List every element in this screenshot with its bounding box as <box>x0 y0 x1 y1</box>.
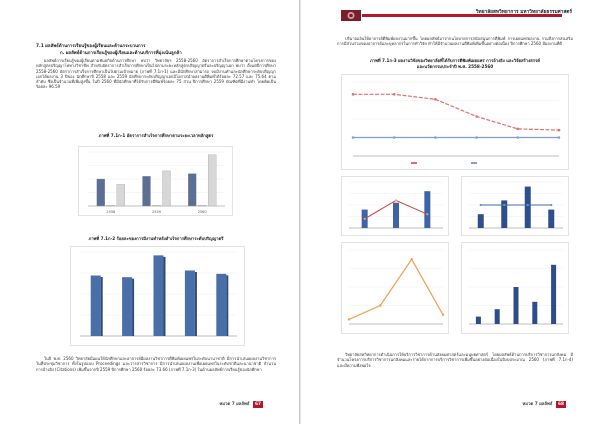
bar-e <box>551 265 556 324</box>
college-logo-icon <box>341 10 361 21</box>
right-paragraph-2: วิทยาลัยสหวิทยาการดำเนินการให้บริการวิชาการด้านสังคมศาสตร์และมนุษยศาสตร์ โดยผลลัพธ์ด้านการบริการวิชาการแก่สังคม มีจำนวนโครงการบริการวิชาการแก่สังคมและรายได้จากการบริการวิชาการเพิ่มขึ้นอย่างต่อเนื่องในปีงบประมาณ 2560 (ภาพที่ 7.1ก-4) และมีความพึงพอใจ <box>337 352 573 368</box>
legend-swatch-1 <box>471 162 477 164</box>
point-1-2 <box>434 136 437 139</box>
bar-2558 <box>478 214 484 228</box>
bar-2558-2 <box>117 184 125 206</box>
point-1-1 <box>393 136 396 139</box>
bar-d <box>532 302 537 324</box>
bar-side-1 <box>101 277 103 336</box>
point-0-2 <box>434 98 437 101</box>
left-paragraph-1: ผลลัพธ์การเรียนรู้ของผู้เรียนตามพันธกิจด้านการศึกษา พบว่า วิทยาลัยฯ 2558-2560 อัตราการสำเร็จการศึกษาตามโครงการของหลักสูตรปริญญาโททางวิชาชีพ สำหรับอัตราการสำเร็จการศึกษาเป็นไปตามระยะหลักสูตรปริญญาตรีและปริญญาเอก พบว่า ตั้งแต่ปีการศึกษา 2558-2560 อัตราการสำเร็จการศึกษาเป็นไปตามเป้าหมาย (ภาพที่ 7.1ก-1) และมีนักศึกษาสามารถ จบมีงานทำและนักศึกษาระดับปริญญาเอกได้ผลงาน 3 ปีของ นักศึกษาปี 2558 และ 2559 นักศึกษาระดับปริญญาเอกมีโอกาสนำผลงานตีพิมพ์ได้ร้อยละ 72.57 และ 75.64 ตามลำดับ ซึ่งเป็นจำนวนที่เพิ่มสูงขึ้น ในปี 2560 ที่มีนักศึกษาที่ได้รับการตีพิมพ์ร้อยละ 75 ส่วน ปีการศึกษา 2559 บัณฑิตที่มีงานทำ โดยคิดเป็นร้อยละ 96.59 <box>36 58 276 90</box>
figure-3-caption-line-2: และนวัตกรรมประจำปี พ.ศ. 2558-2560 <box>416 64 494 69</box>
bar-2560-1 <box>198 205 206 206</box>
bar-side-5 <box>226 275 228 336</box>
employment-rate-chart <box>70 246 245 346</box>
bar-2559-0 <box>143 176 151 206</box>
bar-a <box>476 317 481 324</box>
bar-2558-0 <box>97 179 105 206</box>
bar-2559-2 <box>163 171 171 206</box>
point-0-1 <box>393 93 396 96</box>
x-tick-label: 2558 <box>106 210 116 214</box>
right-page <box>301 0 600 424</box>
innovation-point-3 <box>442 314 444 316</box>
bar-2559-1 <box>153 205 161 206</box>
bar-side-2 <box>132 279 134 336</box>
combo-point-0 <box>480 204 482 206</box>
bar-c <box>514 287 519 324</box>
bar-2560 <box>525 187 531 228</box>
page-number: 68 <box>558 402 564 407</box>
combo-point-2 <box>527 204 529 206</box>
combo-point-3 <box>550 204 552 206</box>
innovation-line-chart <box>341 242 449 334</box>
subsection-heading: ก. ผลลัพธ์ด้านการเรียนรู้ของผู้เรียนและด้านบริการที่มุ่งเน้นลูกค้า <box>60 51 182 56</box>
point-0-0 <box>352 93 355 96</box>
innovation-point-2 <box>410 258 412 260</box>
bar-2560-2 <box>208 155 216 206</box>
creative-work-bar-chart <box>461 242 569 334</box>
bar-side-3 <box>164 257 166 336</box>
innovation-point-1 <box>379 304 381 306</box>
bar-2558-1 <box>107 205 115 206</box>
point-1-3 <box>475 136 478 139</box>
left-footer <box>219 400 263 408</box>
combo-point-1 <box>503 204 505 206</box>
graduation-rate-chart <box>78 146 233 216</box>
bar-2 <box>122 277 132 336</box>
footer-label: หมวด 7 ผลลัพธ์ <box>522 402 553 407</box>
combo-point-0 <box>364 218 366 220</box>
bar-2560 <box>424 191 430 228</box>
point-0-5 <box>558 129 561 132</box>
citation-combo-chart <box>341 176 449 236</box>
left-page <box>0 0 299 424</box>
point-1-4 <box>517 136 520 139</box>
point-0-4 <box>517 128 520 131</box>
left-paragraph-2: ในปี พ.ศ. 2560 วิทยาลัยมีแผนให้นักศึกษาและอาจารย์มีผลงานวิชาการตีพิมพ์เผยแพร่ในระดับนานาชาติ มีการนำเสนอผลงานวิชาการในที่ประชุมวิชาการ ทั้งในรูปแบบ Proceedings และวารสารวิชาการ มีการนำเสนอผลงานเพื่อเผยแพร่ในระดับชาติและนานาชาติ จำนวนการอ้างอิง (Citations) เพิ่มขึ้นจากปี 2559 ปีการศึกษา 2560 ร้อยละ 73.66 (ภาพที่ 7.1ก-3) ในด้านผลลัพธ์การเรียนรู้ของนักศึกษา <box>36 356 276 372</box>
innovation-point-0 <box>348 318 350 320</box>
x-tick-label: 2560 <box>197 210 207 214</box>
bar-5 <box>216 274 226 336</box>
bar-2560-0 <box>188 174 196 206</box>
right-footer <box>522 400 566 408</box>
bar-side-4 <box>195 272 197 336</box>
page-number: 67 <box>255 402 261 407</box>
section-heading: 7.1 ผลลัพธ์ด้านการเรียนรู้ของผู้เรียนและด้านกระบวนการ <box>36 44 146 49</box>
bar-2559 <box>393 203 399 228</box>
footer-label: หมวด 7 ผลลัพธ์ <box>219 402 250 407</box>
combo-point-1 <box>395 199 397 201</box>
combo-point-2 <box>426 213 428 215</box>
point-1-5 <box>558 136 561 139</box>
publication-line-chart <box>341 74 569 170</box>
right-paragraph-1: ปริมาณเงินให้อาจารย์ตีพิมพ์ผลงานมากขึ้น โดยผลลัพธ์มาจากนโยบายการสนับสนุนการตีพิมพ์ การเผยแพร่ผลงาน รวมถึงการส่งเสริมการมีส่วนร่วมของอาจารย์และบุคลากรในการทำวิจัย ทำให้มีจำนวนผลงานตีพิมพ์เพิ่มขึ้นอย่างต่อเนื่อง ปีการศึกษา 2560 มีผลงานที่ดี <box>337 36 573 47</box>
x-tick-label: 2559 <box>152 210 161 214</box>
bar-3 <box>154 255 164 336</box>
figure-2-caption: ภาพที่ 7.1ก-2 ร้อยละของการมีงานทำหลังสำเร็จการศึกษาระดับปริญญาตรี <box>88 236 224 241</box>
research-combo-chart <box>461 176 569 236</box>
figure-1-caption: ภาพที่ 7.1ก-1 อัตราการสำเร็จการศึกษาตามระยะเวลาหลักสูตร <box>98 133 214 138</box>
bar-4 <box>185 270 195 336</box>
chart-frame <box>342 243 449 334</box>
bar-b <box>495 309 500 324</box>
point-0-3 <box>475 115 478 118</box>
header-title: วิทยาลัยสหวิทยาการ มหาวิทยาลัยธรรมศาสตร์ <box>475 10 572 15</box>
point-1-0 <box>352 136 355 139</box>
bar-2561 <box>548 210 554 228</box>
figure-3-caption-line-1: ภาพที่ 7.1ก-3 ผลงานวิจัยของวิทยาลัยที่ได้รับการตีพิมพ์เผยแพร่ การอ้างอิง และวิจัยสร้างสรรค์ <box>369 58 541 63</box>
chart-frame <box>342 75 569 170</box>
legend-swatch-0 <box>411 162 417 164</box>
bar-1 <box>91 276 101 336</box>
